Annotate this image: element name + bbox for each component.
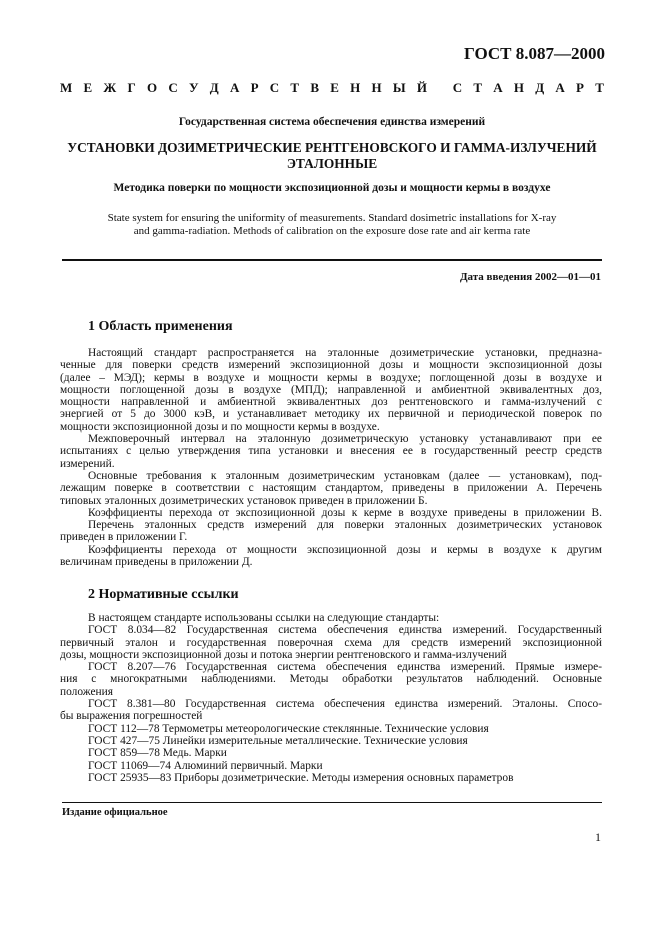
heading-letter: А [229, 80, 240, 95]
english-title-line1: State system for ensuring the uniformity of measurements. Standard dosimetric installations for X-ray [107, 212, 557, 224]
heading-letter: Н [371, 80, 382, 95]
gost-code: ГОСТ 8.087—2000 [464, 44, 605, 63]
text-line: бы выражения погрешностей [60, 710, 203, 723]
heading-letter: Е [330, 80, 339, 95]
text-line: ГОСТ 112—78 Термометры метеорологические стеклянные. Технические условия [88, 722, 489, 735]
section-1-heading: 1 Область применения [88, 319, 233, 334]
text-line: (далее – МЭД); кермы в воздухе и мощности кермы в воздухе; поглощенной дозы в воздухе и [60, 371, 602, 384]
heading-letter: Й [416, 80, 427, 95]
text-line: В настоящем стандарте использованы ссылки на следующие стандарты: [88, 612, 440, 624]
text-line: энергией от 5 до 3000 кэВ, и устанавливает методику их первичной и периодической поверок по [60, 408, 602, 421]
text-line: приведен в приложении Г. [60, 531, 188, 544]
text-line: типовых эталонных дозиметрических установок приведен в приложении Б. [60, 494, 428, 507]
section-2-body [60, 612, 602, 784]
text-line: Коэффициенты перехода от мощности экспозиционной дозы и кермы в воздухе к другим [88, 543, 602, 556]
heading-letter: Д [209, 80, 219, 95]
top-rule [62, 259, 602, 261]
heading-letter: О [147, 80, 158, 95]
text-line: лежащим поверке в соответствии с настоящим стандартом, приведены в приложении А. Перечень [60, 482, 602, 495]
system-title: Государственная система обеспечения единства измерений [178, 116, 486, 128]
text-line: ГОСТ 8.207—76 Государственная система обеспечения единства измерений. Прямые измере- [88, 661, 602, 674]
text-line: ния с многократными наблюдениями. Методы обработки результатов наблюдений. Основные [60, 673, 602, 686]
english-title [90, 212, 574, 238]
english-title-line2: and gamma-radiation. Methods of calibration on the exposure dose rate and air kerma rate [133, 225, 531, 237]
heading-gap [438, 80, 441, 96]
text-line: Перечень эталонных средств измерений для поверки эталонных дозиметрических установок [88, 519, 602, 532]
text-line: ГОСТ 8.381—80 Государственная система обеспечения единства измерений. Эталоны. Спосо- [88, 698, 602, 711]
text-line: измерений. [60, 457, 115, 470]
heading-letter: А [555, 80, 565, 95]
text-line: первичный эталон и государственная поверочная схема для средств измерений экспозиционной [60, 636, 602, 649]
text-line: ГОСТ 427—75 Линейки измерительные металлические. Технические условия [88, 734, 468, 747]
section-2-heading: 2 Нормативные ссылки [88, 587, 239, 602]
main-title [60, 140, 604, 172]
text-line: Межповерочный интервал на эталонную дозиметрическую установку устанавливают при ее [88, 433, 602, 446]
text-line: мощности экспозиционной дозы и по мощности кермы в воздухе. [60, 420, 380, 433]
heading-letter: В [310, 80, 319, 95]
text-line: испытаниях с целью утверждения типа установки и внесения ее в государственный реестр средств [60, 445, 602, 458]
text-line: положения [60, 685, 113, 698]
text-line: величинам приведены в приложении Д. [60, 556, 253, 569]
footer-rule [62, 802, 602, 803]
method-title: Методика поверки по мощности экспозиционной дозы и мощности кермы в воздухе [113, 182, 551, 194]
heading-letter: Е [83, 80, 93, 95]
text-line: дозы, мощности экспозиционной дозы и потока энергии рентгеновского и гамма-излучений [60, 648, 507, 661]
heading-letter: С [168, 80, 178, 95]
heading-letter: М [60, 80, 73, 95]
introduction-date: Дата введения 2002—01—01 [459, 271, 601, 283]
heading-letter: Т [290, 80, 300, 95]
text-line: Коэффициенты перехода от экспозиционной дозы к керме в воздухе приведены в приложении В. [88, 506, 602, 519]
heading-letter: У [189, 80, 199, 95]
heading-letter: Н [350, 80, 361, 95]
text-line: ченные для поверки средств измерений экспозиционной дозы и мощности экспозиционной дозы [60, 359, 602, 372]
heading-letter: С [269, 80, 280, 95]
official-edition-label: Издание официальное [62, 807, 168, 818]
heading-letter: Г [127, 80, 136, 95]
text-line: ГОСТ 11069—74 Алюминий первичный. Марки [88, 759, 323, 772]
section-1-body [60, 347, 602, 568]
text-line: ГОСТ 25935—83 Приборы дозиметрические. Методы измерения основных параметров [88, 771, 514, 784]
heading-letter: Р [250, 80, 259, 95]
heading-letter: Ж [103, 80, 117, 95]
page-number: 1 [595, 830, 601, 844]
text-line: Основные требования к эталонным дозиметрическим установкам (далее — установкам), под- [88, 469, 602, 482]
main-title-line1: УСТАНОВКИ ДОЗИМЕТРИЧЕСКИЕ РЕНТГЕНОВСКОГО И ГАММА-ИЗЛУЧЕНИЙ [67, 140, 597, 155]
main-title-line2: ЭТАЛОННЫЕ [286, 156, 378, 171]
text-line: Настоящий стандарт распространяется на эталонные дозиметрические установки, предназна- [88, 347, 602, 359]
heading-letter: Т [595, 80, 604, 95]
heading-letter: Т [473, 80, 482, 95]
heading-letter: Ы [392, 80, 406, 95]
heading-letter: Н [513, 80, 524, 95]
heading-letter: А [493, 80, 503, 95]
interstate-standard-heading [60, 80, 604, 96]
heading-letter: Р [576, 80, 584, 95]
text-line: мощности направленной и амбиентной эквивалентных доз рентгеновского и гамма-излучений с [60, 396, 602, 409]
text-line: ГОСТ 859—78 Медь. Марки [88, 747, 227, 760]
heading-letter: Д [535, 80, 545, 95]
text-line: ГОСТ 8.034—82 Государственная система обеспечения единства измерений. Государственный [88, 624, 602, 637]
heading-letter: С [452, 80, 463, 95]
text-line: мощности поглощенной дозы в воздухе (МПД); направленной и амбиентной эквивалентных доз, [60, 383, 602, 396]
